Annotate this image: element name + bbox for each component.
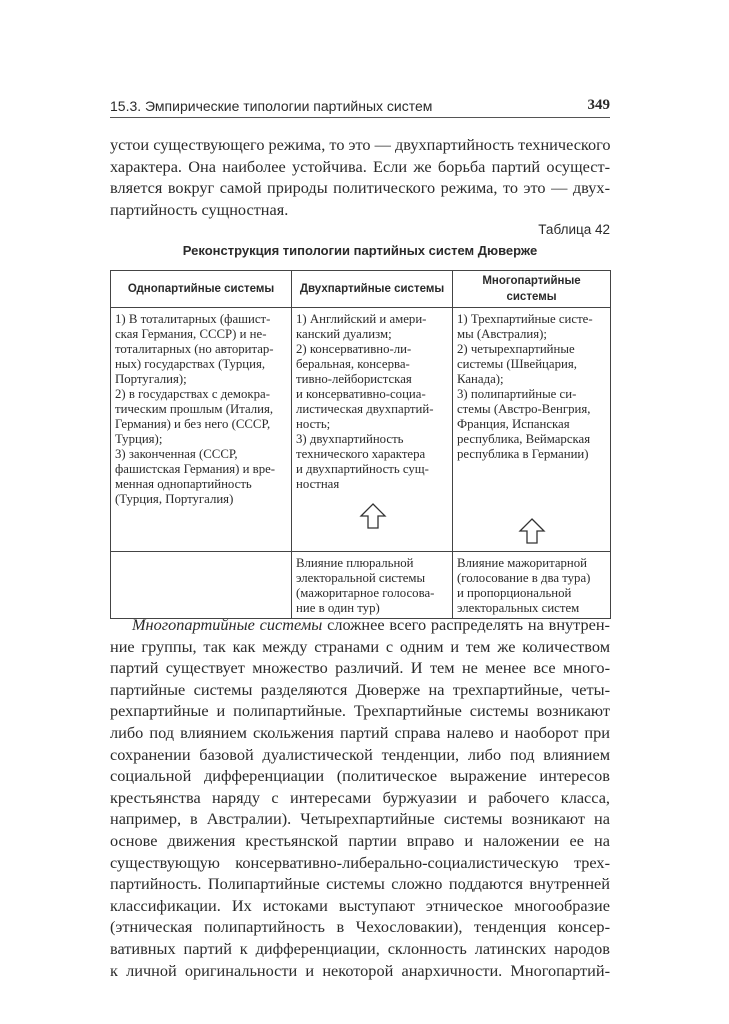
table-title: Реконструкция типологии партийных систем Дюверже [182, 243, 538, 258]
cell-line: Влияние плюральной [296, 556, 414, 570]
cell-line: Германия) и без него (СССР, [115, 417, 271, 431]
text-line: крестьянства наряду с интересами буржуазии и рабочего класса, [110, 787, 610, 807]
duverger-typology-table [110, 270, 611, 619]
paragraph-1 [110, 134, 610, 220]
cell-line: тоталитарных (но авторитар- [115, 342, 274, 356]
cell-line: 2) консервативно-ли- [296, 342, 412, 356]
text-line: (этническая полипартийность в Чехословакии), тенденция консер- [110, 917, 610, 937]
text-line: партий существует множество различий. И тем не менее все много- [110, 658, 610, 678]
text-span: сложнее всего распределять на внутрен- [322, 615, 610, 634]
cell-line: 1) Трехпартийные систе- [457, 312, 593, 326]
table-row [111, 552, 611, 619]
paragraph-2 [110, 614, 610, 981]
cell-line: стемы (Австро-Венгрия, [457, 402, 591, 416]
cell-line: 3) полипартийные си- [457, 387, 577, 401]
text-line: рехпартийные и полипартийные. Трехпартийные системы возникают [110, 701, 610, 721]
page-number: 349 [587, 97, 610, 113]
cell-line: листическая двухпартий- [296, 402, 434, 416]
up-arrow-icon [296, 502, 449, 534]
cell-line: и консервативно-социа- [296, 387, 426, 401]
text-line: ние группы, так как между странами с одним и тем же количеством [110, 636, 610, 656]
cell-line: мы (Австралия); [457, 327, 547, 341]
text-line [110, 614, 610, 636]
text-line: основе движения крестьянской партии вправо и наложении ее на [110, 830, 610, 850]
cell-line: Франция, Испанская [457, 417, 570, 431]
table-cell [453, 308, 611, 552]
column-header: Двухпартийные системы [292, 271, 453, 308]
cell-line: (мажоритарное голосова- [296, 586, 435, 600]
cell-line: менная однопартийность [115, 477, 252, 491]
text-line: вативных партий к дифференциации, склонность латинских народов [110, 938, 610, 958]
cell-line: ных) государствах (Турция, [115, 357, 266, 371]
cell-line: республика в Германии) [457, 447, 589, 461]
table-cell [292, 308, 453, 552]
cell-line: ние в один тур) [296, 601, 380, 615]
table-row [111, 308, 611, 552]
cell-line: 2) в государствах с демокра- [115, 387, 270, 401]
cell-line: системы (Швейцария, [457, 357, 577, 371]
text-line: например, в Австралии). Четырехпартийные системы возникают на [110, 809, 610, 829]
cell-line: фашистская Германия) и вре- [115, 462, 276, 476]
table-cell-empty [111, 552, 292, 619]
text-line: партийность сущностная. [110, 199, 289, 219]
cell-line: 1) В тоталитарных (фашист- [115, 312, 271, 326]
cell-line: беральная, консерва- [296, 357, 410, 371]
cell-line: электоральных систем [457, 601, 580, 615]
cell-line: Влияние мажоритарной [457, 556, 588, 570]
cell-line: 3) двухпартийность [296, 432, 404, 446]
text-line: вляется вокруг самой природы политического режима, то это — двух- [110, 178, 610, 198]
cell-line: Турция); [115, 432, 163, 446]
cell-line: канский дуализм; [296, 327, 392, 341]
cell-line: и двухпартийность сущ- [296, 462, 429, 476]
cell-line: 2) четырехпартийные [457, 342, 575, 356]
table-cell [453, 552, 611, 619]
cell-line: (голосование в два тура) [457, 571, 591, 585]
column-header [453, 271, 611, 308]
italic-term: Многопартийные системы [132, 615, 323, 634]
running-header [110, 92, 610, 118]
text-line: к личной оригинальности и некоторой анархичности. Многопартий- [110, 960, 610, 980]
column-header-text: Многопартийные системы [482, 275, 581, 303]
cell-line: 3) законченная (СССР, [115, 447, 238, 461]
text-line: социальной дифференциации (политическое выражение интересов [110, 766, 610, 786]
text-line: классификации. Их истоками выступают этническое многообразие [110, 895, 610, 915]
running-title: 15.3. Эмпирические типологии партийных систем [110, 98, 433, 114]
cell-line: (Турция, Португалия) [115, 492, 234, 506]
text-line: устои существующего режима, то это — двухпартийность технического [110, 135, 611, 154]
cell-line: электоральной системы [296, 571, 426, 585]
cell-line: Португалия); [115, 372, 187, 386]
text-line: либо под влиянием скольжения партий справа налево и наоборот при [110, 722, 610, 742]
column-header: Однопартийные системы [111, 271, 292, 308]
cell-line: и пропорциональной [457, 586, 572, 600]
text-line: существующую консервативно-либерально-социалистическую трех- [110, 852, 610, 872]
table-label: Таблица 42 [538, 222, 610, 237]
cell-line: тивно-лейбористская [296, 372, 412, 386]
cell-line: Канада); [457, 372, 504, 386]
table-header-row [111, 271, 611, 308]
cell-line: тическим прошлым (Италия, [115, 402, 274, 416]
cell-line: технического характера [296, 447, 426, 461]
cell-line: республика, Веймарская [457, 432, 591, 446]
cell-line: ская Германия, СССР) и не- [115, 327, 267, 341]
cell-line: ность; [296, 417, 331, 431]
text-line: партийность. Полипартийные системы сложно поддаются внутренней [110, 874, 610, 894]
cell-line: ностная [296, 477, 340, 491]
table-cell [111, 308, 292, 552]
text-line: сохранении базовой дуалистической тенденции, либо под влиянием [110, 744, 610, 764]
table-cell [292, 552, 453, 619]
up-arrow-icon [457, 517, 607, 549]
cell-line: 1) Английский и амери- [296, 312, 427, 326]
text-line: партийные системы разделяются Дюверже на трехпартийные, четы- [110, 679, 610, 699]
text-line: характера. Она наиболее устойчива. Если же борьба партий осущест- [110, 156, 610, 176]
